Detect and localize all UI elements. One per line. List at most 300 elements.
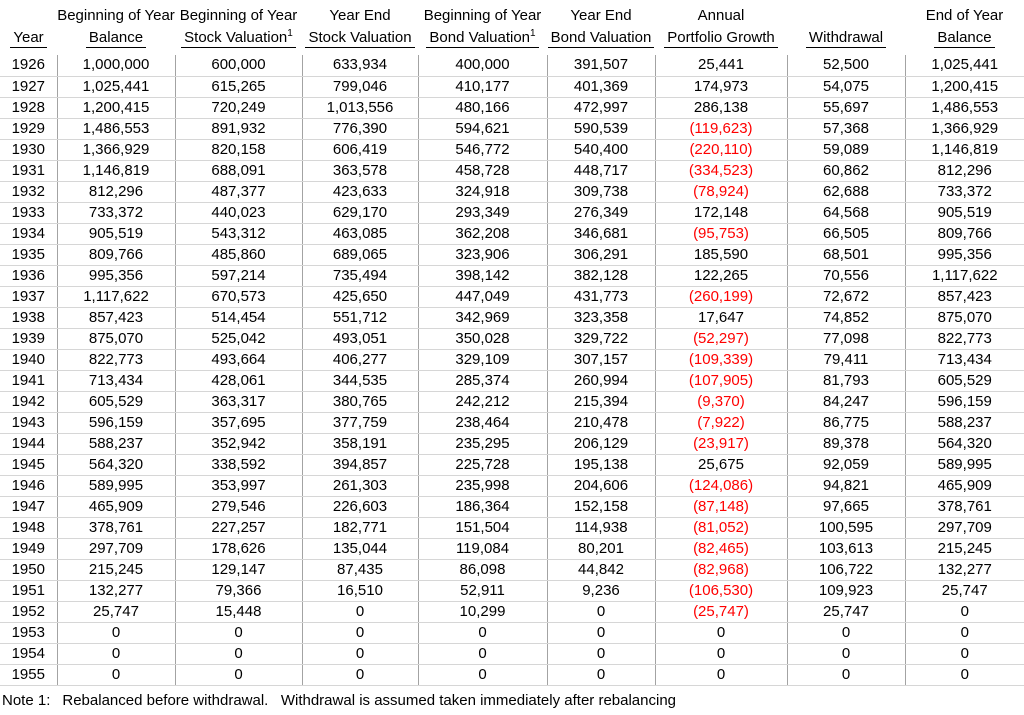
value-cell: 0 <box>302 601 418 622</box>
value-cell: 357,695 <box>175 412 302 433</box>
header-line1 <box>787 5 905 27</box>
value-cell: (220,110) <box>655 139 787 160</box>
value-cell: 400,000 <box>418 55 547 76</box>
value-cell: 0 <box>418 622 547 643</box>
value-cell: 44,842 <box>547 559 655 580</box>
value-cell: 210,478 <box>547 412 655 433</box>
year-cell: 1937 <box>0 286 57 307</box>
value-cell: 809,766 <box>57 244 175 265</box>
year-cell: 1944 <box>0 433 57 454</box>
value-cell: 0 <box>175 664 302 685</box>
table-row <box>0 244 1024 265</box>
value-cell: 344,535 <box>302 370 418 391</box>
value-cell: 733,372 <box>905 181 1024 202</box>
value-cell: 812,296 <box>57 181 175 202</box>
header-line1: Annual <box>697 7 745 24</box>
table-row <box>0 643 1024 664</box>
value-cell: (95,753) <box>655 223 787 244</box>
year-cell: 1946 <box>0 475 57 496</box>
value-cell: 809,766 <box>905 223 1024 244</box>
value-cell: 59,089 <box>787 139 905 160</box>
value-cell: 25,441 <box>655 55 787 76</box>
value-cell: 122,265 <box>655 265 787 286</box>
value-cell: 195,138 <box>547 454 655 475</box>
table-header <box>0 0 1024 55</box>
value-cell: 242,212 <box>418 391 547 412</box>
value-cell: 1,146,819 <box>905 139 1024 160</box>
year-cell: 1955 <box>0 664 57 685</box>
value-cell: 905,519 <box>905 202 1024 223</box>
value-cell: 89,378 <box>787 433 905 454</box>
value-cell: 820,158 <box>175 139 302 160</box>
value-cell: (106,530) <box>655 580 787 601</box>
value-cell: 891,932 <box>175 118 302 139</box>
value-cell: 596,159 <box>905 391 1024 412</box>
value-cell: 0 <box>655 643 787 664</box>
table-row <box>0 265 1024 286</box>
year-cell: 1943 <box>0 412 57 433</box>
value-cell: 307,157 <box>547 349 655 370</box>
value-cell: 812,296 <box>905 160 1024 181</box>
value-cell: 377,759 <box>302 412 418 433</box>
value-cell: 86,775 <box>787 412 905 433</box>
header-line1: Year End <box>570 7 632 24</box>
table-row <box>0 559 1024 580</box>
value-cell: 215,394 <box>547 391 655 412</box>
value-cell: (109,339) <box>655 349 787 370</box>
value-cell: 0 <box>787 664 905 685</box>
value-cell: 293,349 <box>418 202 547 223</box>
table-row <box>0 97 1024 118</box>
value-cell: 0 <box>175 643 302 664</box>
table-row <box>0 622 1024 643</box>
value-cell: 132,277 <box>905 559 1024 580</box>
value-cell: 172,148 <box>655 202 787 223</box>
value-cell: 398,142 <box>418 265 547 286</box>
header-line2: Balance <box>905 27 1024 55</box>
value-cell: (23,917) <box>655 433 787 454</box>
value-cell: 995,356 <box>905 244 1024 265</box>
value-cell: 1,486,553 <box>57 118 175 139</box>
value-cell: 425,650 <box>302 286 418 307</box>
value-cell: 135,044 <box>302 538 418 559</box>
table-row <box>0 412 1024 433</box>
value-cell: 857,423 <box>57 307 175 328</box>
value-cell: 309,738 <box>547 181 655 202</box>
value-cell: 25,747 <box>57 601 175 622</box>
value-cell: 382,128 <box>547 265 655 286</box>
value-cell: 204,606 <box>547 475 655 496</box>
table-row <box>0 433 1024 454</box>
value-cell: 25,675 <box>655 454 787 475</box>
value-cell: 720,249 <box>175 97 302 118</box>
header-line2: Balance <box>57 27 175 55</box>
value-cell: 493,664 <box>175 349 302 370</box>
value-cell: 472,997 <box>547 97 655 118</box>
value-cell: 60,862 <box>787 160 905 181</box>
year-cell: 1953 <box>0 622 57 643</box>
value-cell: 94,821 <box>787 475 905 496</box>
table-row <box>0 160 1024 181</box>
value-cell: 564,320 <box>57 454 175 475</box>
value-cell: 16,510 <box>302 580 418 601</box>
value-cell: 440,023 <box>175 202 302 223</box>
value-cell: 215,245 <box>905 538 1024 559</box>
value-cell: 17,647 <box>655 307 787 328</box>
value-cell: 875,070 <box>905 307 1024 328</box>
footnote-text: Rebalanced before withdrawal. Withdrawal is assumed taken immediately after rebalancing <box>62 691 677 709</box>
value-cell: 551,712 <box>302 307 418 328</box>
value-cell: 0 <box>905 643 1024 664</box>
value-cell: 0 <box>418 664 547 685</box>
value-cell: (119,623) <box>655 118 787 139</box>
table-row <box>0 307 1024 328</box>
table-row <box>0 517 1024 538</box>
value-cell: 55,697 <box>787 97 905 118</box>
table-row <box>0 370 1024 391</box>
value-cell: 735,494 <box>302 265 418 286</box>
value-cell: 447,049 <box>418 286 547 307</box>
col-header-ye-stock-valuation <box>302 0 418 55</box>
header-line1: Beginning of Year <box>57 7 175 24</box>
year-cell: 1938 <box>0 307 57 328</box>
table-row <box>0 223 1024 244</box>
year-cell: 1948 <box>0 517 57 538</box>
value-cell: 227,257 <box>175 517 302 538</box>
value-cell: 276,349 <box>547 202 655 223</box>
value-cell: 350,028 <box>418 328 547 349</box>
value-cell: 306,291 <box>547 244 655 265</box>
value-cell: 713,434 <box>905 349 1024 370</box>
value-cell: 822,773 <box>57 349 175 370</box>
year-cell: 1952 <box>0 601 57 622</box>
value-cell: 590,539 <box>547 118 655 139</box>
value-cell: 875,070 <box>57 328 175 349</box>
value-cell: 600,000 <box>175 55 302 76</box>
year-cell: 1926 <box>0 55 57 76</box>
col-header-boy-balance <box>57 0 175 55</box>
value-cell: 106,722 <box>787 559 905 580</box>
table-row <box>0 181 1024 202</box>
value-cell: 206,129 <box>547 433 655 454</box>
year-cell: 1942 <box>0 391 57 412</box>
table-row <box>0 328 1024 349</box>
value-cell: 174,973 <box>655 76 787 97</box>
value-cell: 0 <box>175 622 302 643</box>
value-cell: 485,860 <box>175 244 302 265</box>
value-cell: 362,208 <box>418 223 547 244</box>
header-line2: Stock Valuation$^1$ <box>175 27 302 55</box>
value-cell: 235,295 <box>418 433 547 454</box>
value-cell: 615,265 <box>175 76 302 97</box>
value-cell: 799,046 <box>302 76 418 97</box>
value-cell: 226,603 <box>302 496 418 517</box>
footnote-label: Note 1: <box>2 691 51 709</box>
value-cell: 9,236 <box>547 580 655 601</box>
value-cell: 109,923 <box>787 580 905 601</box>
year-cell: 1934 <box>0 223 57 244</box>
table-row <box>0 55 1024 76</box>
year-cell: 1947 <box>0 496 57 517</box>
table-row <box>0 391 1024 412</box>
value-cell: 225,728 <box>418 454 547 475</box>
value-cell: 378,761 <box>57 517 175 538</box>
value-cell: 72,672 <box>787 286 905 307</box>
value-cell: 86,098 <box>418 559 547 580</box>
value-cell: 64,568 <box>787 202 905 223</box>
value-cell: 103,613 <box>787 538 905 559</box>
value-cell: 857,423 <box>905 286 1024 307</box>
col-header-annual-portfolio-growth <box>655 0 787 55</box>
header-line2: Bond Valuation$^1$ <box>418 27 547 55</box>
value-cell: 353,997 <box>175 475 302 496</box>
value-cell: 87,435 <box>302 559 418 580</box>
table-row <box>0 475 1024 496</box>
col-header-eoy-balance <box>905 0 1024 55</box>
value-cell: 52,500 <box>787 55 905 76</box>
table-row <box>0 538 1024 559</box>
value-cell: 178,626 <box>175 538 302 559</box>
value-cell: 261,303 <box>302 475 418 496</box>
value-cell: 215,245 <box>57 559 175 580</box>
col-header-year <box>0 0 57 55</box>
value-cell: 10,299 <box>418 601 547 622</box>
header-line1: Year End <box>329 7 391 24</box>
header-line2: Stock Valuation <box>302 27 418 55</box>
value-cell: 1,200,415 <box>905 76 1024 97</box>
value-cell: 596,159 <box>57 412 175 433</box>
value-cell: 670,573 <box>175 286 302 307</box>
value-cell: 822,773 <box>905 328 1024 349</box>
value-cell: 286,138 <box>655 97 787 118</box>
value-cell: 132,277 <box>57 580 175 601</box>
value-cell: (334,523) <box>655 160 787 181</box>
year-cell: 1949 <box>0 538 57 559</box>
value-cell: 329,109 <box>418 349 547 370</box>
value-cell: 0 <box>57 622 175 643</box>
value-cell: 54,075 <box>787 76 905 97</box>
table-row <box>0 118 1024 139</box>
value-cell: 186,364 <box>418 496 547 517</box>
year-cell: 1929 <box>0 118 57 139</box>
header-line1: End of Year <box>925 7 1004 24</box>
value-cell: 0 <box>655 664 787 685</box>
footnote-marker: 1 <box>287 28 293 39</box>
value-cell: 52,911 <box>418 580 547 601</box>
value-cell: 0 <box>655 622 787 643</box>
value-cell: 358,191 <box>302 433 418 454</box>
value-cell: 68,501 <box>787 244 905 265</box>
value-cell: 182,771 <box>302 517 418 538</box>
value-cell: 363,317 <box>175 391 302 412</box>
value-cell: 713,434 <box>57 370 175 391</box>
value-cell: 546,772 <box>418 139 547 160</box>
value-cell: 589,995 <box>905 454 1024 475</box>
table-body <box>0 55 1024 685</box>
value-cell: 776,390 <box>302 118 418 139</box>
value-cell: 238,464 <box>418 412 547 433</box>
year-cell: 1941 <box>0 370 57 391</box>
value-cell: 633,934 <box>302 55 418 76</box>
value-cell: 394,857 <box>302 454 418 475</box>
value-cell: 79,411 <box>787 349 905 370</box>
table-row <box>0 664 1024 685</box>
year-cell: 1932 <box>0 181 57 202</box>
value-cell: 260,994 <box>547 370 655 391</box>
value-cell: 81,793 <box>787 370 905 391</box>
value-cell: 25,747 <box>787 601 905 622</box>
value-cell: 57,368 <box>787 118 905 139</box>
value-cell: 480,166 <box>418 97 547 118</box>
value-cell: (81,052) <box>655 517 787 538</box>
value-cell: 97,665 <box>787 496 905 517</box>
value-cell: 1,117,622 <box>905 265 1024 286</box>
value-cell: 458,728 <box>418 160 547 181</box>
value-cell: 605,529 <box>905 370 1024 391</box>
value-cell: 0 <box>547 664 655 685</box>
value-cell: (52,297) <box>655 328 787 349</box>
header-line2: Bond Valuation <box>547 27 655 55</box>
value-cell: 378,761 <box>905 496 1024 517</box>
value-cell: 391,507 <box>547 55 655 76</box>
table-row <box>0 286 1024 307</box>
value-cell: 0 <box>57 643 175 664</box>
value-cell: 588,237 <box>57 433 175 454</box>
value-cell: 905,519 <box>57 223 175 244</box>
value-cell: 564,320 <box>905 433 1024 454</box>
value-cell: 80,201 <box>547 538 655 559</box>
header-line2: Year <box>0 27 57 55</box>
col-header-withdrawal <box>787 0 905 55</box>
value-cell: (87,148) <box>655 496 787 517</box>
value-cell: 279,546 <box>175 496 302 517</box>
value-cell: 0 <box>57 664 175 685</box>
value-cell: 1,146,819 <box>57 160 175 181</box>
value-cell: (25,747) <box>655 601 787 622</box>
value-cell: 380,765 <box>302 391 418 412</box>
value-cell: 0 <box>302 643 418 664</box>
year-cell: 1945 <box>0 454 57 475</box>
value-cell: 448,717 <box>547 160 655 181</box>
value-cell: 597,214 <box>175 265 302 286</box>
value-cell: 733,372 <box>57 202 175 223</box>
value-cell: 540,400 <box>547 139 655 160</box>
value-cell: 514,454 <box>175 307 302 328</box>
value-cell: (260,199) <box>655 286 787 307</box>
year-cell: 1940 <box>0 349 57 370</box>
value-cell: 352,942 <box>175 433 302 454</box>
value-cell: 1,117,622 <box>57 286 175 307</box>
value-cell: 363,578 <box>302 160 418 181</box>
table-row <box>0 580 1024 601</box>
value-cell: 423,633 <box>302 181 418 202</box>
value-cell: (9,370) <box>655 391 787 412</box>
table-row <box>0 349 1024 370</box>
value-cell: (82,968) <box>655 559 787 580</box>
table-row <box>0 496 1024 517</box>
value-cell: 0 <box>547 601 655 622</box>
value-cell: 151,504 <box>418 517 547 538</box>
value-cell: 401,369 <box>547 76 655 97</box>
header-line1 <box>0 5 57 27</box>
value-cell: 185,590 <box>655 244 787 265</box>
year-cell: 1951 <box>0 580 57 601</box>
value-cell: 688,091 <box>175 160 302 181</box>
value-cell: 297,709 <box>905 517 1024 538</box>
value-cell: 297,709 <box>57 538 175 559</box>
value-cell: 0 <box>418 643 547 664</box>
value-cell: 70,556 <box>787 265 905 286</box>
footnote-marker: 1 <box>530 28 536 39</box>
value-cell: 493,051 <box>302 328 418 349</box>
value-cell: 66,505 <box>787 223 905 244</box>
value-cell: 1,025,441 <box>905 55 1024 76</box>
value-cell: 77,098 <box>787 328 905 349</box>
value-cell: 606,419 <box>302 139 418 160</box>
value-cell: 589,995 <box>57 475 175 496</box>
value-cell: 329,722 <box>547 328 655 349</box>
value-cell: 92,059 <box>787 454 905 475</box>
value-cell: 338,592 <box>175 454 302 475</box>
value-cell: 152,158 <box>547 496 655 517</box>
value-cell: 62,688 <box>787 181 905 202</box>
value-cell: 0 <box>302 622 418 643</box>
value-cell: 689,065 <box>302 244 418 265</box>
value-cell: 594,621 <box>418 118 547 139</box>
value-cell: 463,085 <box>302 223 418 244</box>
value-cell: 1,025,441 <box>57 76 175 97</box>
table-row <box>0 454 1024 475</box>
year-cell: 1950 <box>0 559 57 580</box>
value-cell: 0 <box>905 601 1024 622</box>
value-cell: 588,237 <box>905 412 1024 433</box>
value-cell: 0 <box>547 622 655 643</box>
value-cell: 1,366,929 <box>57 139 175 160</box>
value-cell: 525,042 <box>175 328 302 349</box>
value-cell: 285,374 <box>418 370 547 391</box>
year-cell: 1930 <box>0 139 57 160</box>
value-cell: 0 <box>905 622 1024 643</box>
value-cell: (78,924) <box>655 181 787 202</box>
value-cell: 465,909 <box>57 496 175 517</box>
col-header-boy-bond-valuation <box>418 0 547 55</box>
value-cell: 406,277 <box>302 349 418 370</box>
value-cell: 1,486,553 <box>905 97 1024 118</box>
value-cell: 629,170 <box>302 202 418 223</box>
table-row <box>0 76 1024 97</box>
value-cell: 129,147 <box>175 559 302 580</box>
year-cell: 1939 <box>0 328 57 349</box>
value-cell: 1,366,929 <box>905 118 1024 139</box>
value-cell: 114,938 <box>547 517 655 538</box>
value-cell: 235,998 <box>418 475 547 496</box>
header-line1: Beginning of Year <box>423 7 542 24</box>
value-cell: 465,909 <box>905 475 1024 496</box>
value-cell: 1,013,556 <box>302 97 418 118</box>
value-cell: 342,969 <box>418 307 547 328</box>
value-cell: 431,773 <box>547 286 655 307</box>
value-cell: 100,595 <box>787 517 905 538</box>
value-cell: 428,061 <box>175 370 302 391</box>
value-cell: 74,852 <box>787 307 905 328</box>
value-cell: 0 <box>905 664 1024 685</box>
year-cell: 1928 <box>0 97 57 118</box>
value-cell: 346,681 <box>547 223 655 244</box>
year-cell: 1935 <box>0 244 57 265</box>
footnote <box>0 686 1024 709</box>
value-cell: 995,356 <box>57 265 175 286</box>
col-header-ye-bond-valuation <box>547 0 655 55</box>
